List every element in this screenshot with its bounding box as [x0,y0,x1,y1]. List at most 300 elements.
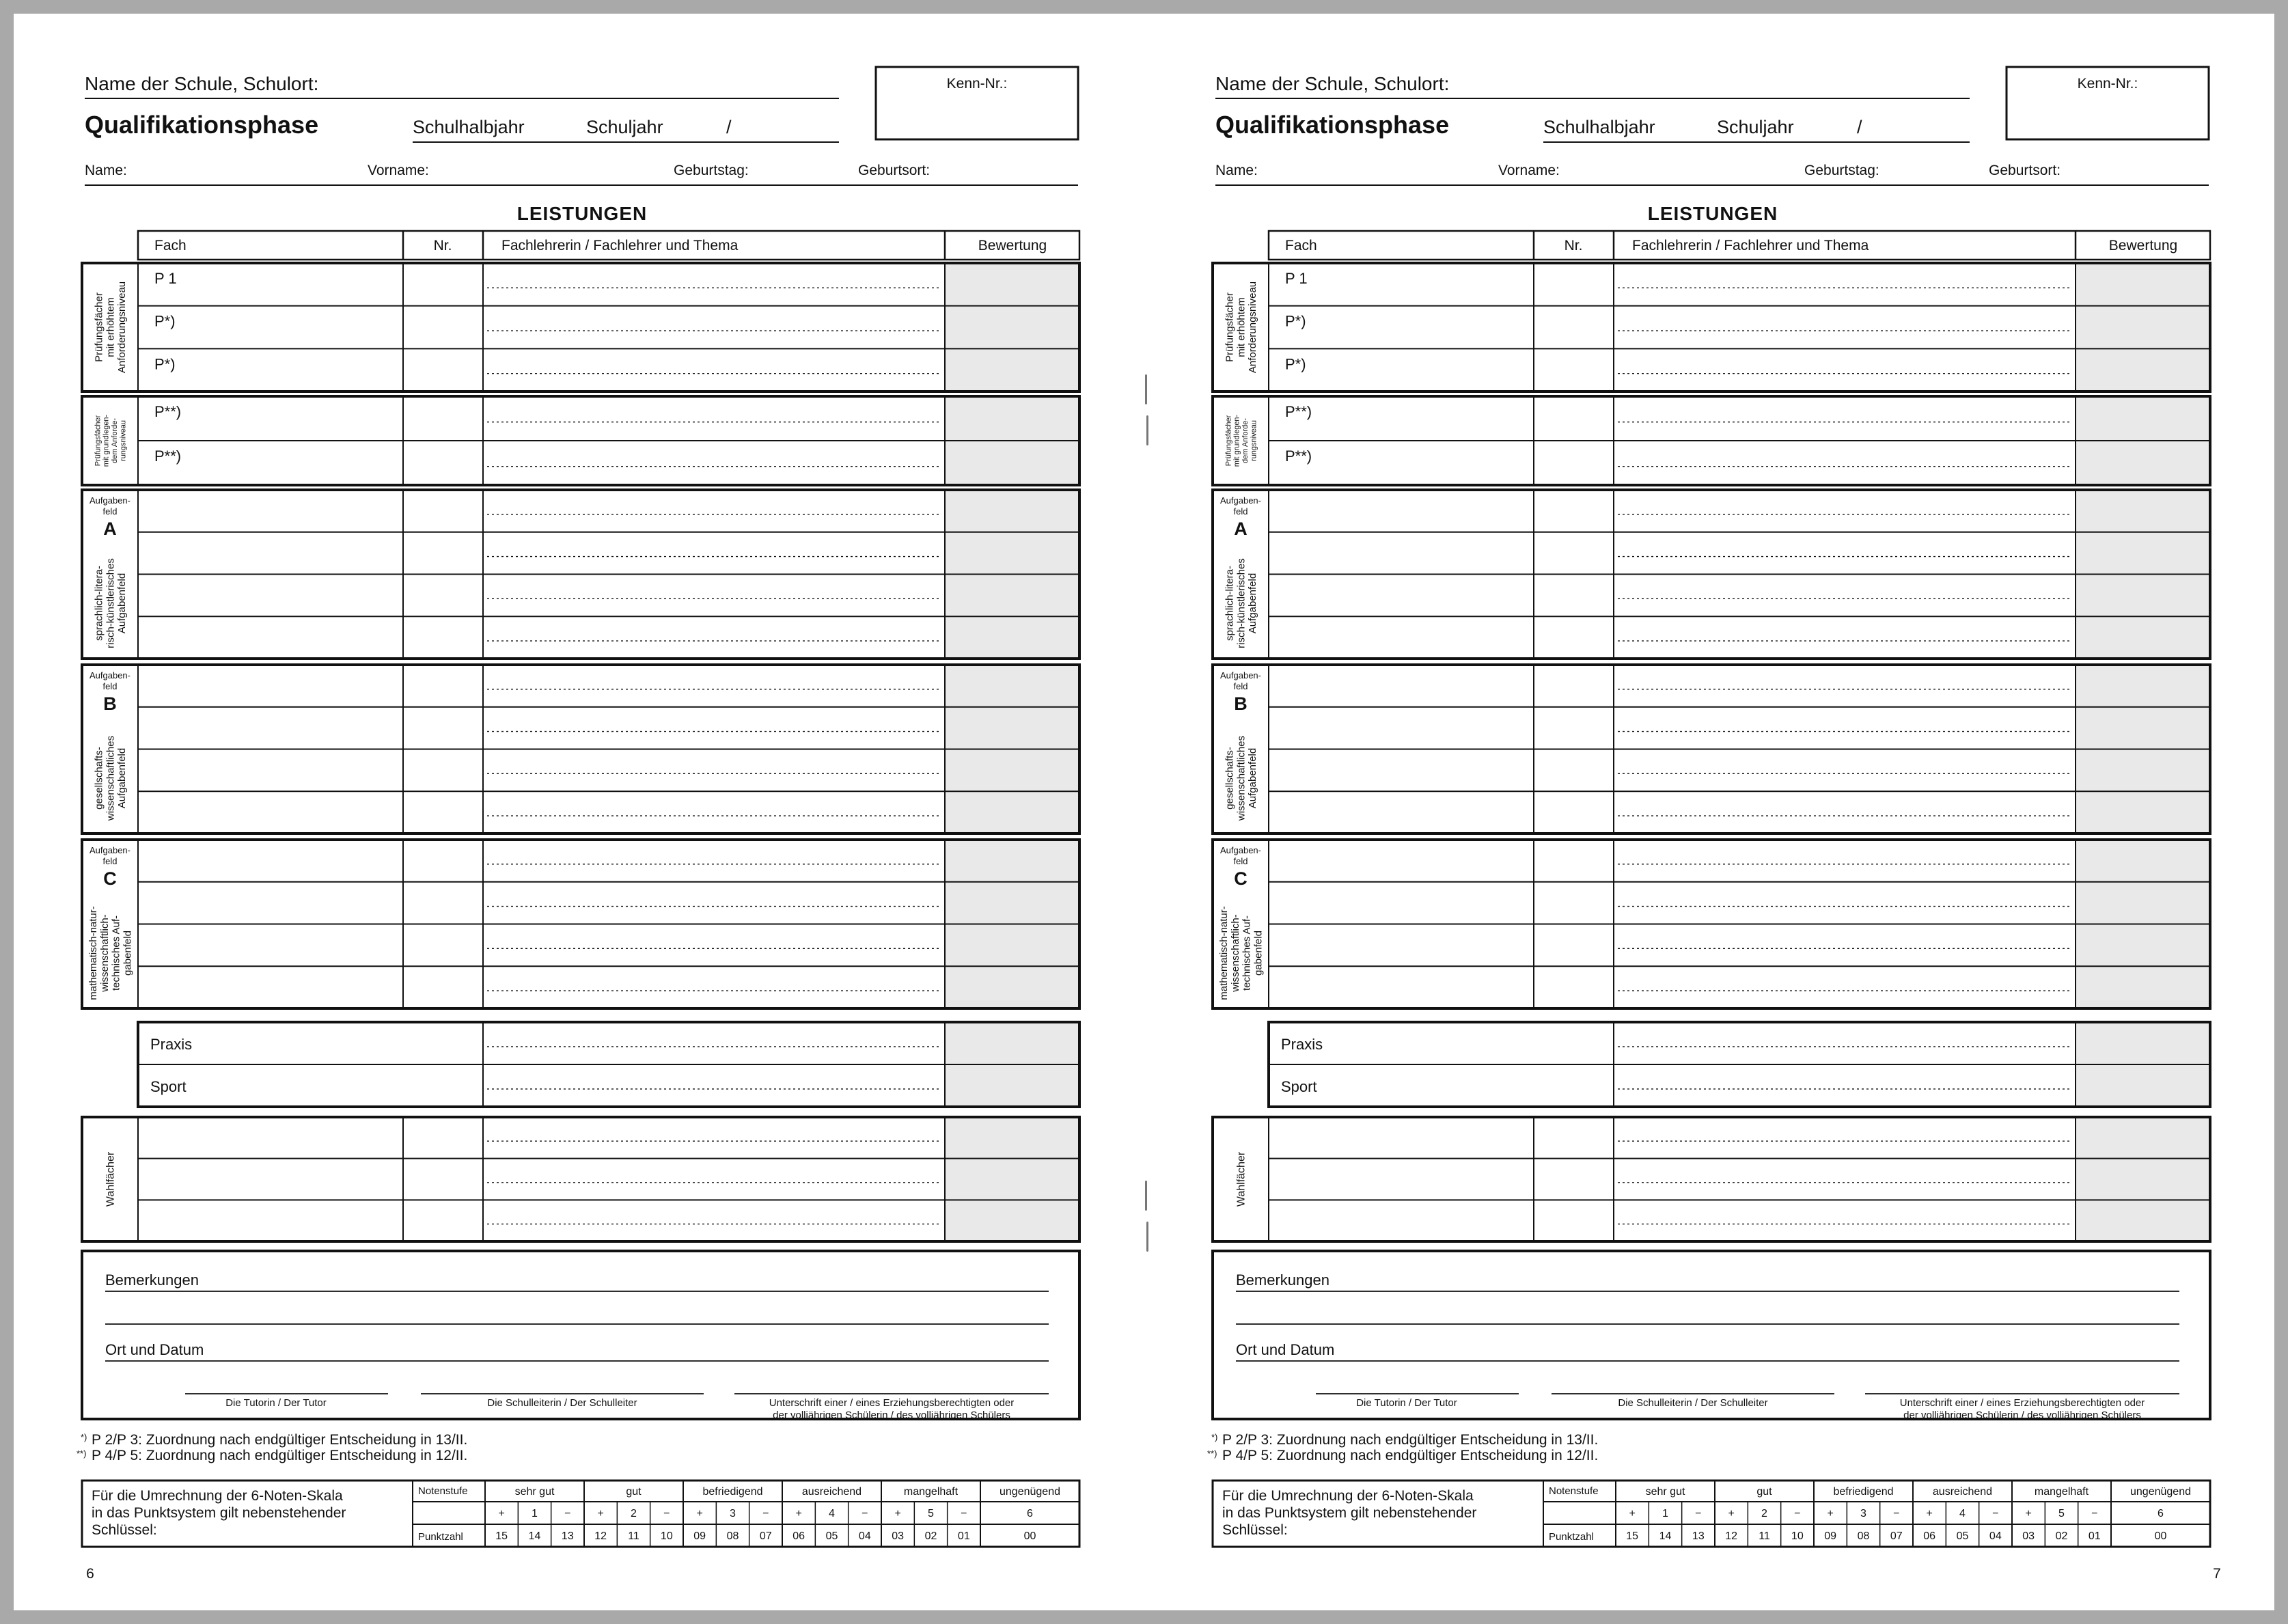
exam-basic-label-line: dem Anforde- [111,417,120,464]
scale-grade-name: ausreichend [801,1486,862,1498]
exam-basic-label-line: mit grundlegen- [102,414,111,467]
grade-entry-cell[interactable] [948,351,1077,389]
subject-entry-cell[interactable] [141,309,480,346]
grade-entry-cell[interactable] [2078,668,2207,704]
scale-points-value: 04 [858,1530,871,1542]
section-title: LEISTUNGEN [1647,203,1778,224]
electives-label [1236,1151,1248,1207]
grade-entry-cell[interactable] [2078,842,2207,879]
scale-grade-name: ungenügend [2130,1486,2191,1498]
field-a-head2: feld [1233,506,1248,517]
subject-entry-cell[interactable] [141,399,480,438]
grade-entry-cell[interactable] [2078,266,2207,303]
guardian-label-1: Unterschrift einer / eines Erziehungsberechtigten oder [769,1397,1015,1409]
grade-entry-cell[interactable] [948,493,1077,529]
subject-entry-cell[interactable] [1271,577,1611,614]
grade-entry-cell[interactable] [2078,752,2207,789]
form-page-svg [1144,14,2272,1610]
scale-points-value: 00 [1023,1530,1036,1542]
exam-subject-label: P*) [1285,312,1306,330]
scale-grade-sign: + [1827,1508,1834,1519]
exam-subject-label: P**) [1285,403,1312,420]
field-c-label-line: gabenfeld [122,931,134,976]
field-c-label-line: mathematisch-natur- [1218,906,1230,1000]
exam-higher-label-line: Anforderungsniveau [116,281,128,374]
subject-entry-cell[interactable] [1271,885,1611,922]
subject-entry-cell[interactable] [1271,266,1611,303]
subject-entry-cell[interactable] [141,969,480,1006]
scale-row-points-label: Punktzahl [418,1531,463,1543]
grade-entry-cell[interactable] [2078,1202,2207,1239]
grade-entry-cell[interactable] [948,1067,1077,1104]
scale-intro-line: in das Punktsystem gilt nebenstehender [92,1505,346,1521]
grade-entry-cell[interactable] [948,1120,1077,1156]
scale-grade-sign: − [961,1508,967,1519]
scale-grade-sign: 1 [532,1508,538,1519]
grade-entry-cell[interactable] [948,399,1077,438]
grade-entry-cell[interactable] [948,443,1077,482]
scale-grade-sign: 3 [1860,1508,1866,1519]
scale-points-value: 08 [1857,1530,1870,1542]
exam-subject-label: P**) [154,448,182,465]
scale-points-value: 10 [660,1530,673,1542]
field-b-label [93,736,128,821]
grade-entry-cell[interactable] [2078,1067,2207,1104]
exam-subject-label: P*) [154,312,176,330]
subject-entry-cell[interactable] [141,1067,480,1104]
tutor-label: Die Tutorin / Der Tutor [1356,1397,1457,1409]
subject-entry-cell[interactable] [1271,1067,1611,1104]
subject-entry-cell[interactable] [141,351,480,389]
page-number: 7 [2213,1566,2221,1582]
scale-grade-sign: − [663,1508,670,1519]
form-page-svg [14,14,1141,1610]
school-year-label: Schuljahr [1717,117,1794,137]
section-title: LEISTUNGEN [516,203,648,224]
exam-subject-label: P*) [1285,355,1306,373]
scale-points-value: 09 [1824,1530,1837,1542]
grade-entry-cell[interactable] [2078,399,2207,438]
grade-entry-cell[interactable] [948,885,1077,922]
remarks-input[interactable] [1236,1268,2179,1323]
half-year-label: Schulhalbjahr [1543,117,1655,137]
subject-entry-cell[interactable] [141,1120,480,1156]
grade-entry-cell[interactable] [948,577,1077,614]
subject-entry-cell[interactable] [1271,1120,1611,1156]
remarks-input[interactable] [105,1268,1049,1323]
scale-points-value: 10 [1791,1530,1804,1542]
subject-entry-cell[interactable] [141,1202,480,1239]
field-a-label [1224,558,1258,648]
scale-grade-name: mangelhaft [903,1486,959,1498]
school-year-separator: / [726,117,732,137]
field-b-label-line: gesellschafts- [93,747,105,810]
scale-grade-sign: + [696,1508,703,1519]
field-a-head1: Aufgaben- [1220,495,1261,506]
subject-entry-cell[interactable] [141,577,480,614]
grade-entry-cell[interactable] [2078,969,2207,1006]
grade-entry-cell[interactable] [948,535,1077,572]
guardian-label-2: der volljährigen Schülerin / des volljährigen Schülers [1903,1409,2141,1421]
field-a-head1: Aufgaben- [89,495,130,506]
scale-grade-sign: − [1992,1508,1999,1519]
exam-higher-label-line: mit erhöhtem [105,297,117,357]
field-b-letter: B [1234,693,1248,714]
practice-sport-label: Praxis [1281,1036,1323,1053]
scale-grade-sign: + [1728,1508,1735,1519]
grade-entry-cell[interactable] [2078,351,2207,389]
scale-points-value: 00 [2154,1530,2167,1542]
field-c-label-line: technisches Auf- [110,915,122,991]
field-a-label-line: risch-künstlerisches [105,558,117,648]
grade-entry-cell[interactable] [2078,443,2207,482]
scale-grade-sign: 5 [928,1508,934,1519]
form-title: Qualifikationsphase [1215,111,1450,139]
field-c-label-line: wissenschaftlich- [1229,914,1241,992]
field-a-label-line: sprachlich-litera- [1224,565,1236,642]
exam-basic-label-line: Prüfungsfächer [1224,415,1233,467]
field-c-label-line: wissenschaftlich- [98,914,111,992]
scale-grade-sign: 4 [829,1508,835,1519]
field-b-label-line: wissenschaftliches [105,735,117,821]
field-a-label-line: Aufgabenfeld [116,573,128,634]
subject-entry-cell[interactable] [1271,969,1611,1006]
exam-subject-label: P**) [1285,448,1312,465]
page-number: 6 [86,1566,94,1582]
footnote-2-text: P 4/P 5: Zuordnung nach endgültiger Entscheidung in 12/II. [92,1448,468,1463]
subject-entry-cell[interactable] [141,885,480,922]
exam-subject-label: P 1 [154,270,177,287]
practice-sport-label: Sport [150,1078,187,1095]
field-b-letter: B [103,693,117,714]
field-a-letter: A [103,519,117,539]
exam-basic-label-line: Prüfungsfächer [94,415,102,467]
subject-entry-cell[interactable] [1271,752,1611,789]
footnote-1-text: P 2/P 3: Zuordnung nach endgültiger Entscheidung in 13/II. [92,1432,468,1448]
grade-entry-cell[interactable] [2078,535,2207,572]
field-c-label-line: mathematisch-natur- [87,906,100,1000]
grade-entry-cell[interactable] [948,266,1077,303]
header-number: Nr. [433,238,452,253]
grade-entry-cell[interactable] [2078,619,2207,656]
field-b-label-line: wissenschaftliches [1235,735,1248,821]
footnote-1-mark: *) [1211,1432,1218,1442]
field-b-label-line: Aufgabenfeld [116,747,128,809]
field-c-label [87,906,133,1000]
electives-label-line: Wahlfächer [105,1151,117,1207]
scale-grade-sign: 4 [1959,1508,1966,1519]
subject-entry-cell[interactable] [1271,399,1611,438]
scale-points-value: 11 [628,1530,639,1542]
grade-entry-cell[interactable] [2078,794,2207,831]
footnote-2-mark: **) [1207,1448,1217,1459]
exam-higher-label [1224,281,1258,373]
subject-entry-cell[interactable] [141,927,480,964]
subject-entry-cell[interactable] [1271,535,1611,572]
scale-row-points-label: Punktzahl [1549,1531,1594,1543]
field-a-label [93,558,128,648]
exam-subject-label: P*) [154,355,176,373]
exam-higher-label-line: Prüfungsfächer [93,292,105,362]
exam-subject-label: P**) [154,403,182,420]
scale-points-value: 01 [2088,1530,2101,1542]
scale-points-value: 07 [1890,1530,1903,1542]
binding-mark [1145,1181,1147,1211]
field-c-label-line: gabenfeld [1252,931,1265,976]
scale-points-value: 03 [2022,1530,2035,1542]
subject-entry-cell[interactable] [1271,619,1611,656]
grade-entry-cell[interactable] [948,1161,1077,1198]
scale-grade-sign: 6 [2158,1508,2164,1519]
subject-entry-cell[interactable] [141,752,480,789]
exam-basic-label-line: rungsniveau [1250,420,1258,461]
exam-basic-label-line: rungsniveau [119,420,128,461]
scale-grade-name: ungenügend [1000,1486,1060,1498]
scale-intro-line: in das Punktsystem gilt nebenstehender [1222,1505,1477,1521]
field-c-head2: feld [1233,856,1248,866]
personal-data-line[interactable] [1215,159,2209,183]
school-year-label: Schuljahr [586,117,663,137]
subject-entry-cell[interactable] [141,443,480,482]
field-a-label-line: sprachlich-litera- [93,565,105,642]
field-c-head2: feld [102,856,118,866]
scale-points-value: 15 [495,1530,508,1542]
field-b-head1: Aufgaben- [89,670,130,680]
subject-entry-cell[interactable] [1271,443,1611,482]
field-b-head1: Aufgaben- [1220,670,1261,680]
binding-mark [1145,374,1147,404]
grade-entry-cell[interactable] [2078,309,2207,346]
field-c-label-line: technisches Auf- [1241,915,1253,991]
grade-entry-cell[interactable] [948,842,1077,879]
grade-entry-cell[interactable] [948,969,1077,1006]
field-a-label-line: risch-künstlerisches [1235,558,1248,648]
subject-entry-cell[interactable] [141,1161,480,1198]
scale-points-value: 12 [1725,1530,1738,1542]
field-b-head2: feld [102,681,118,691]
scale-grade-sign: 5 [2058,1508,2065,1519]
guardian-label-1: Unterschrift einer / eines Erziehungsberechtigten oder [1899,1397,2145,1409]
scale-points-value: 04 [1989,1530,2002,1542]
scale-points-value: 06 [1923,1530,1936,1542]
scale-grade-sign: 2 [631,1508,637,1519]
scale-grade-sign: − [862,1508,868,1519]
field-c-letter: C [1234,868,1248,889]
scale-grade-sign: 6 [1027,1508,1033,1519]
subject-entry-cell[interactable] [1271,493,1611,529]
subject-entry-cell[interactable] [1271,1161,1611,1198]
subject-entry-cell[interactable] [141,535,480,572]
scale-grade-sign: + [1926,1508,1933,1519]
subject-entry-cell[interactable] [1271,794,1611,831]
scale-grade-sign: 2 [1761,1508,1767,1519]
scale-grade-sign: − [1695,1508,1702,1519]
form-title: Qualifikationsphase [85,111,319,139]
scale-points-value: 12 [594,1530,607,1542]
exam-higher-label-line: Anforderungsniveau [1247,281,1259,374]
school-label: Name der Schule, Schulort: [1215,73,1450,94]
field-c-head1: Aufgaben- [1220,845,1261,855]
footnote-2-mark: **) [77,1448,87,1459]
grade-entry-cell[interactable] [948,619,1077,656]
grade-entry-cell[interactable] [2078,577,2207,614]
scale-grade-name: befriedigend [1833,1486,1894,1498]
grade-entry-cell[interactable] [2078,885,2207,922]
scale-points-value: 13 [561,1530,574,1542]
scale-points-value: 05 [825,1530,838,1542]
grade-entry-cell[interactable] [948,1202,1077,1239]
exam-subject-label: P 1 [1285,270,1308,287]
subject-entry-cell[interactable] [141,668,480,704]
field-c-label [1218,906,1264,1000]
header-subject: Fach [154,238,187,253]
grade-entry-cell[interactable] [948,710,1077,747]
scale-grade-name: ausreichend [1932,1486,1993,1498]
grade-entry-cell[interactable] [2078,493,2207,529]
place-date-input[interactable] [105,1339,1049,1360]
subject-entry-cell[interactable] [141,493,480,529]
field-b-head2: feld [1233,681,1248,691]
scale-intro-line: Schlüssel: [1222,1522,1288,1538]
scale-points-value: 05 [1956,1530,1969,1542]
scale-points-value: 01 [957,1530,970,1542]
header-number: Nr. [1564,238,1583,253]
scale-intro-line: Für die Umrechnung der 6-Noten-Skala [1222,1488,1474,1504]
personal-data-line[interactable] [85,159,1078,183]
practice-sport-label: Praxis [150,1036,193,1053]
header-teacher: Fachlehrerin / Fachlehrer und Thema [501,238,739,253]
grade-entry-cell[interactable] [2078,1120,2207,1156]
field-b-label-line: gesellschafts- [1224,747,1236,810]
grade-entry-cell[interactable] [2078,710,2207,747]
subject-entry-cell[interactable] [1271,842,1611,879]
scale-grade-name: mangelhaft [2034,1486,2089,1498]
scale-grade-sign: + [1629,1508,1636,1519]
scale-points-value: 03 [892,1530,905,1542]
scale-grade-name: sehr gut [514,1486,555,1498]
id-number-label: Kenn-Nr.: [946,76,1008,92]
subject-entry-cell[interactable] [141,710,480,747]
subject-entry-cell[interactable] [141,842,480,879]
tutor-label: Die Tutorin / Der Tutor [225,1397,327,1409]
school-year-separator: / [1857,117,1862,137]
scale-points-value: 07 [759,1530,772,1542]
electives-label [105,1151,117,1207]
scale-row-grade-label: Notenstufe [1549,1485,1599,1497]
scale-grade-name: gut [626,1486,642,1498]
scale-grade-sign: + [498,1508,505,1519]
electives-label-line: Wahlfächer [1235,1151,1248,1207]
grade-entry-cell[interactable] [2078,1025,2207,1062]
scale-grade-sign: 3 [730,1508,736,1519]
subject-entry-cell[interactable] [1271,351,1611,389]
subject-entry-cell[interactable] [1271,309,1611,346]
field-c-head1: Aufgaben- [89,845,130,855]
scale-intro-line: Für die Umrechnung der 6-Noten-Skala [92,1488,343,1504]
scale-points-value: 14 [528,1530,541,1542]
grade-entry-cell[interactable] [2078,927,2207,964]
header-teacher: Fachlehrerin / Fachlehrer und Thema [1632,238,1869,253]
scale-grade-sign: 1 [1662,1508,1668,1519]
footnote-2-text: P 4/P 5: Zuordnung nach endgültiger Entscheidung in 12/II. [1222,1448,1599,1463]
scale-grade-sign: − [1893,1508,1900,1519]
scale-grade-sign: + [597,1508,604,1519]
scale-grade-sign: + [894,1508,901,1519]
exam-basic-label [94,414,127,467]
subject-entry-cell[interactable] [1271,668,1611,704]
scale-points-value: 13 [1692,1530,1705,1542]
grade-entry-cell[interactable] [948,752,1077,789]
exam-basic-label [1224,414,1258,467]
footnote-1-mark: *) [81,1432,87,1442]
header-grade: Bewertung [978,238,1047,253]
subject-entry-cell[interactable] [141,266,480,303]
grade-entry-cell[interactable] [948,668,1077,704]
id-number-label: Kenn-Nr.: [2077,76,2138,92]
footnote-1-text: P 2/P 3: Zuordnung nach endgültiger Entscheidung in 13/II. [1222,1432,1599,1448]
scale-points-value: 06 [792,1530,805,1542]
exam-basic-label-line: mit grundlegen- [1232,414,1241,467]
field-a-letter: A [1234,519,1248,539]
scale-grade-name: befriedigend [702,1486,763,1498]
scale-grade-name: gut [1756,1486,1772,1498]
subject-entry-cell[interactable] [141,794,480,831]
grade-entry-cell[interactable] [2078,1161,2207,1198]
exam-higher-label-line: Prüfungsfächer [1224,292,1236,362]
field-c-letter: C [103,868,117,889]
binding-mark [1146,415,1148,445]
grade-entry-cell[interactable] [948,309,1077,346]
school-label: Name der Schule, Schulort: [85,73,319,94]
subject-entry-cell[interactable] [1271,927,1611,964]
exam-basic-label-line: dem Anforde- [1241,417,1250,464]
scale-grade-sign: − [1794,1508,1801,1519]
scale-points-value: 14 [1659,1530,1672,1542]
scale-points-value: 08 [726,1530,739,1542]
scale-points-value: 15 [1626,1530,1639,1542]
principal-label: Die Schulleiterin / Der Schulleiter [1618,1397,1768,1409]
field-a-label-line: Aufgabenfeld [1247,573,1259,634]
scale-points-value: 02 [2055,1530,2068,1542]
guardian-label-2: der volljährigen Schülerin / des volljährigen Schülers [773,1409,1010,1421]
field-b-label [1224,736,1258,821]
scale-grade-sign: − [762,1508,769,1519]
header-grade: Bewertung [2108,238,2178,253]
subject-entry-cell[interactable] [1271,1202,1611,1239]
scale-intro-line: Schlüssel: [92,1522,157,1538]
scale-points-value: 11 [1759,1530,1770,1542]
practice-sport-label: Sport [1281,1078,1317,1095]
page-right [1144,14,2272,1610]
scale-points-value: 09 [693,1530,706,1542]
header-subject: Fach [1285,238,1317,253]
scanned-spread [14,14,2274,1610]
scale-grade-sign: − [2091,1508,2098,1519]
exam-higher-label [93,281,128,373]
grade-entry-cell[interactable] [948,794,1077,831]
grade-entry-cell[interactable] [948,1025,1077,1062]
scale-row-grade-label: Notenstufe [418,1485,468,1497]
half-year-label: Schulhalbjahr [413,117,525,137]
scale-grade-name: sehr gut [1645,1486,1685,1498]
scale-points-value: 02 [924,1530,937,1542]
subject-entry-cell[interactable] [1271,710,1611,747]
subject-entry-cell[interactable] [141,619,480,656]
place-date-input[interactable] [1236,1339,2179,1360]
scale-grade-sign: − [564,1508,571,1519]
grade-entry-cell[interactable] [948,927,1077,964]
principal-label: Die Schulleiterin / Der Schulleiter [487,1397,637,1409]
